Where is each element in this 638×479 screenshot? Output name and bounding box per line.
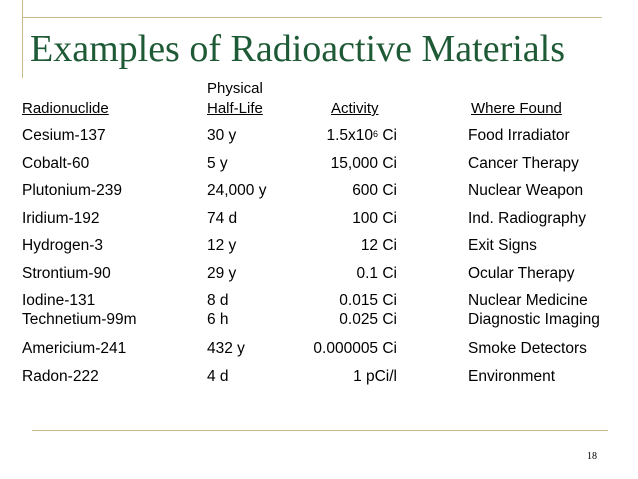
cell-half-life: 8 d xyxy=(207,292,229,309)
header-activity: Activity xyxy=(331,100,379,117)
decorative-vertical-rule xyxy=(22,0,23,78)
header-physical: Physical xyxy=(207,80,263,97)
cell-radionuclide: Radon-222 xyxy=(22,368,99,385)
cell-where-found: Cancer Therapy xyxy=(468,155,579,172)
cell-radionuclide: Cobalt-60 xyxy=(22,155,90,172)
cell-half-life: 12 y xyxy=(207,237,237,254)
cell-activity: 0.000005 Ci xyxy=(313,340,397,357)
activity-unit: Ci xyxy=(378,127,397,144)
cell-activity: 0.1 Ci xyxy=(356,265,397,282)
table-row xyxy=(0,265,638,285)
cell-where-found: Ocular Therapy xyxy=(468,265,575,282)
cell-activity: 0.025 Ci xyxy=(339,311,397,328)
table-row xyxy=(0,292,638,312)
table-row xyxy=(0,182,638,202)
cell-where-found: Nuclear Medicine xyxy=(468,292,588,309)
cell-where-found: Nuclear Weapon xyxy=(468,182,584,199)
cell-radionuclide: Strontium-90 xyxy=(22,265,111,282)
cell-radionuclide: Plutonium-239 xyxy=(22,182,122,199)
cell-activity: 600 Ci xyxy=(352,182,397,199)
cell-radionuclide: Hydrogen-3 xyxy=(22,237,103,254)
cell-half-life: 30 y xyxy=(207,127,237,144)
cell-half-life: 29 y xyxy=(207,265,237,282)
cell-radionuclide: Americium-241 xyxy=(22,340,127,357)
cell-activity: 12 Ci xyxy=(360,237,397,254)
cell-radionuclide: Iridium-192 xyxy=(22,210,100,227)
slide-title: Examples of Radioactive Materials xyxy=(30,28,565,70)
table-row xyxy=(0,127,638,147)
table-row xyxy=(0,155,638,175)
decorative-bottom-rule xyxy=(32,430,608,431)
table-row xyxy=(0,210,638,230)
cell-activity xyxy=(326,127,397,145)
cell-half-life: 5 y xyxy=(207,155,228,172)
cell-activity: 0.015 Ci xyxy=(339,292,397,309)
cell-radionuclide: Iodine-131 xyxy=(22,292,96,309)
table-row xyxy=(0,311,638,331)
table-row xyxy=(0,340,638,360)
cell-activity: 100 Ci xyxy=(352,210,397,227)
cell-where-found: Diagnostic Imaging xyxy=(468,311,600,328)
header-half-life: Half-Life xyxy=(207,100,263,117)
cell-activity: 15,000 Ci xyxy=(330,155,397,172)
cell-half-life: 4 d xyxy=(207,368,229,385)
cell-where-found: Ind. Radiography xyxy=(468,210,587,227)
cell-half-life: 6 h xyxy=(207,311,229,328)
cell-radionuclide: Cesium-137 xyxy=(22,127,106,144)
header-where-found: Where Found xyxy=(471,100,562,117)
cell-where-found: Food Irradiator xyxy=(468,127,570,144)
cell-where-found: Environment xyxy=(468,368,556,385)
cell-where-found: Smoke Detectors xyxy=(468,340,587,357)
table-row xyxy=(0,237,638,257)
activity-exponent: 6 xyxy=(373,129,379,139)
cell-activity: 1 pCi/l xyxy=(353,368,397,385)
cell-radionuclide: Technetium-99m xyxy=(22,311,137,328)
table-row xyxy=(0,368,638,388)
activity-base: 1.5x10 xyxy=(326,127,374,144)
cell-half-life: 432 y xyxy=(207,340,245,357)
header-radionuclide: Radionuclide xyxy=(22,100,109,117)
cell-half-life: 74 d xyxy=(207,210,238,227)
cell-half-life: 24,000 y xyxy=(207,182,267,199)
decorative-top-rule xyxy=(22,17,602,18)
page-number: 18 xyxy=(587,451,597,462)
cell-where-found: Exit Signs xyxy=(468,237,537,254)
